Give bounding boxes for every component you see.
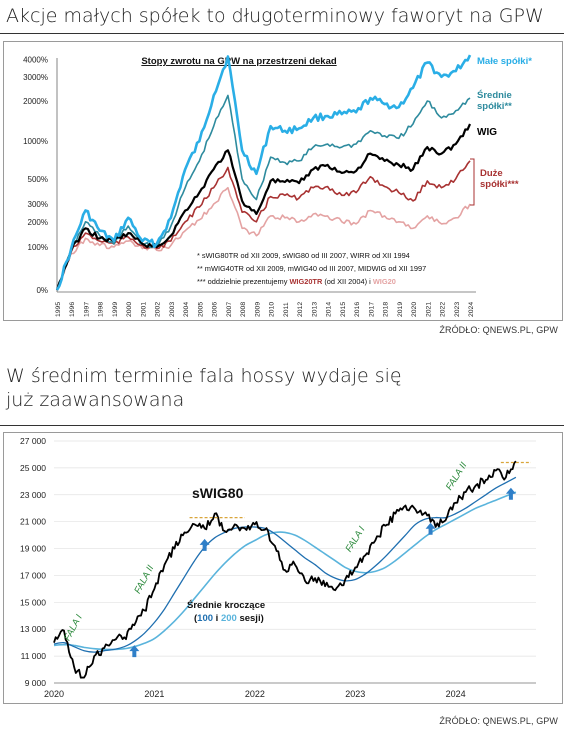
legend-srednie: Średnie — [477, 90, 512, 101]
y-tick-label: 1000% — [23, 137, 48, 147]
legend-duze-bracket — [470, 159, 474, 205]
x-tick-label: 2011 — [282, 302, 290, 317]
x-tick-label: 2015 — [339, 301, 347, 317]
y-tick-label: 27 000 — [20, 436, 46, 446]
ma-legend-periods — [194, 613, 264, 624]
fala-label-1: FALA I — [61, 612, 85, 643]
x-tick-label: 1995 — [55, 301, 62, 317]
x-tick-label: 1996 — [69, 301, 77, 317]
heading-top: Akcje małych spółek to długoterminowy faworyt na GPW — [6, 5, 544, 27]
ma-legend-ma-open: ( — [194, 613, 198, 624]
fala-label-2: FALA II — [132, 563, 157, 596]
x-tick-label: 2010 — [268, 301, 276, 317]
x-tick-label: 2021 — [144, 689, 165, 699]
y-tick-label: 19 000 — [20, 543, 46, 554]
heading-bottom: W średnim terminie fala hossy wydaje się już zaawansowana — [6, 365, 402, 411]
fala-label-4: FALA II — [443, 460, 470, 493]
y-tick-label: 4000% — [23, 55, 48, 65]
up-arrow-icon-4 — [506, 488, 516, 500]
footnote-1: * sWIG80TR od XII 2009, sWIG80 od III 2007, WIRR od XII 1994 — [197, 251, 410, 260]
y-tick-label: 13 000 — [20, 624, 46, 635]
y-tick-label: 23 000 — [20, 489, 46, 500]
returns-chart-panel — [3, 41, 563, 321]
series-line-srednie — [57, 95, 470, 290]
x-tick-label: 2006 — [211, 301, 219, 317]
y-tick-label: 3000% — [23, 72, 48, 82]
x-tick-label: 2008 — [240, 301, 248, 317]
x-tick-label: 2005 — [197, 301, 205, 317]
swig80-chart — [4, 433, 562, 703]
ma-legend-ma200: 200 — [220, 613, 237, 624]
x-tick-label: 2012 — [297, 301, 305, 317]
ma-legend-ma-and: i — [213, 613, 221, 624]
series-line-swig80 — [54, 461, 516, 678]
x-tick-label: 2000 — [126, 301, 134, 317]
x-tick-label: 2021 — [425, 301, 433, 317]
y-tick-label: 2000% — [23, 97, 48, 107]
x-tick-label: 2020 — [411, 301, 419, 317]
y-tick-label: 21 000 — [20, 516, 46, 527]
source-note-top: ŹRÓDŁO: QNEWS.PL, GPW — [439, 325, 558, 335]
x-tick-label: 2022 — [439, 301, 447, 317]
legend-srednie-2: spółki** — [477, 101, 512, 112]
up-arrow-icon-2 — [200, 539, 210, 551]
x-tick-label: 1998 — [97, 301, 105, 317]
x-tick-label: 2013 — [311, 301, 319, 317]
footnote-3-prefix: *** oddzielnie prezentujemy — [197, 277, 290, 286]
heading-rule-bottom — [0, 425, 564, 426]
x-tick-label: 2023 — [345, 689, 366, 699]
x-tick-label: 2016 — [354, 301, 362, 317]
y-tick-label: 100% — [27, 242, 48, 252]
footnote-3 — [197, 277, 396, 286]
series-line-ma100 — [54, 477, 516, 652]
ma-legend-title: Średnie kroczące — [187, 600, 266, 611]
x-tick-label: 2014 — [325, 301, 333, 317]
chart-title: Stopy zwrotu na GPW na przestrzeni dekad — [141, 56, 337, 67]
y-tick-label: 200% — [27, 217, 48, 227]
x-tick-label: 2017 — [368, 301, 376, 317]
chart-title: sWIG80 — [192, 485, 244, 501]
ma-legend-ma100: 100 — [197, 613, 214, 624]
x-tick-label: 2001 — [140, 301, 148, 317]
footnote-3-wig20tr: WIG20TR — [289, 277, 323, 286]
y-tick-label: 500% — [27, 174, 48, 184]
x-tick-label: 1999 — [111, 301, 119, 317]
x-tick-label: 2024 — [445, 689, 466, 699]
x-tick-label: 2004 — [183, 301, 191, 317]
x-tick-label: 2002 — [154, 301, 162, 317]
x-tick-label: 1997 — [83, 301, 91, 317]
y-tick-label: 300% — [27, 199, 48, 209]
y-tick-label: 15 000 — [20, 597, 46, 608]
y-tick-label: 0% — [36, 286, 48, 295]
footnote-3-wig20: WIG20 — [372, 277, 396, 286]
x-tick-label: 2020 — [43, 689, 65, 699]
x-tick-label: 2022 — [244, 689, 265, 699]
footnote-3-middle: (od XII 2004) i — [322, 277, 373, 286]
x-tick-label: 2009 — [254, 301, 262, 317]
footnote-2: ** mWIG40TR od XII 2009, mWIG40 od III 2007, MIDWIG od XII 1997 — [197, 264, 427, 273]
x-tick-label: 2018 — [382, 301, 390, 317]
y-tick-label: 11 000 — [20, 651, 46, 662]
ma-legend-ma-tail: sesji) — [236, 613, 264, 624]
legend-duze: Duże — [480, 168, 503, 179]
legend-duze-2: spółki*** — [480, 179, 519, 190]
x-tick-label: 2024 — [468, 301, 475, 317]
y-tick-label: 17 000 — [20, 570, 46, 581]
returns-chart — [4, 42, 562, 320]
legend-male: Małe spółki* — [477, 56, 532, 67]
y-tick-label: 25 000 — [20, 462, 46, 473]
fala-label-3: FALA I — [343, 524, 368, 555]
heading-rule-top — [0, 33, 564, 34]
x-tick-label: 2007 — [225, 301, 233, 317]
x-tick-label: 2023 — [453, 301, 461, 317]
y-tick-label: 9 000 — [24, 678, 46, 688]
x-tick-label: 2019 — [396, 301, 404, 317]
x-tick-label: 2003 — [168, 301, 176, 317]
swig80-chart-panel — [3, 432, 563, 704]
legend-wig: WIG — [477, 127, 497, 138]
source-note-bottom: ŹRÓDŁO: QNEWS.PL, GPW — [439, 716, 558, 726]
